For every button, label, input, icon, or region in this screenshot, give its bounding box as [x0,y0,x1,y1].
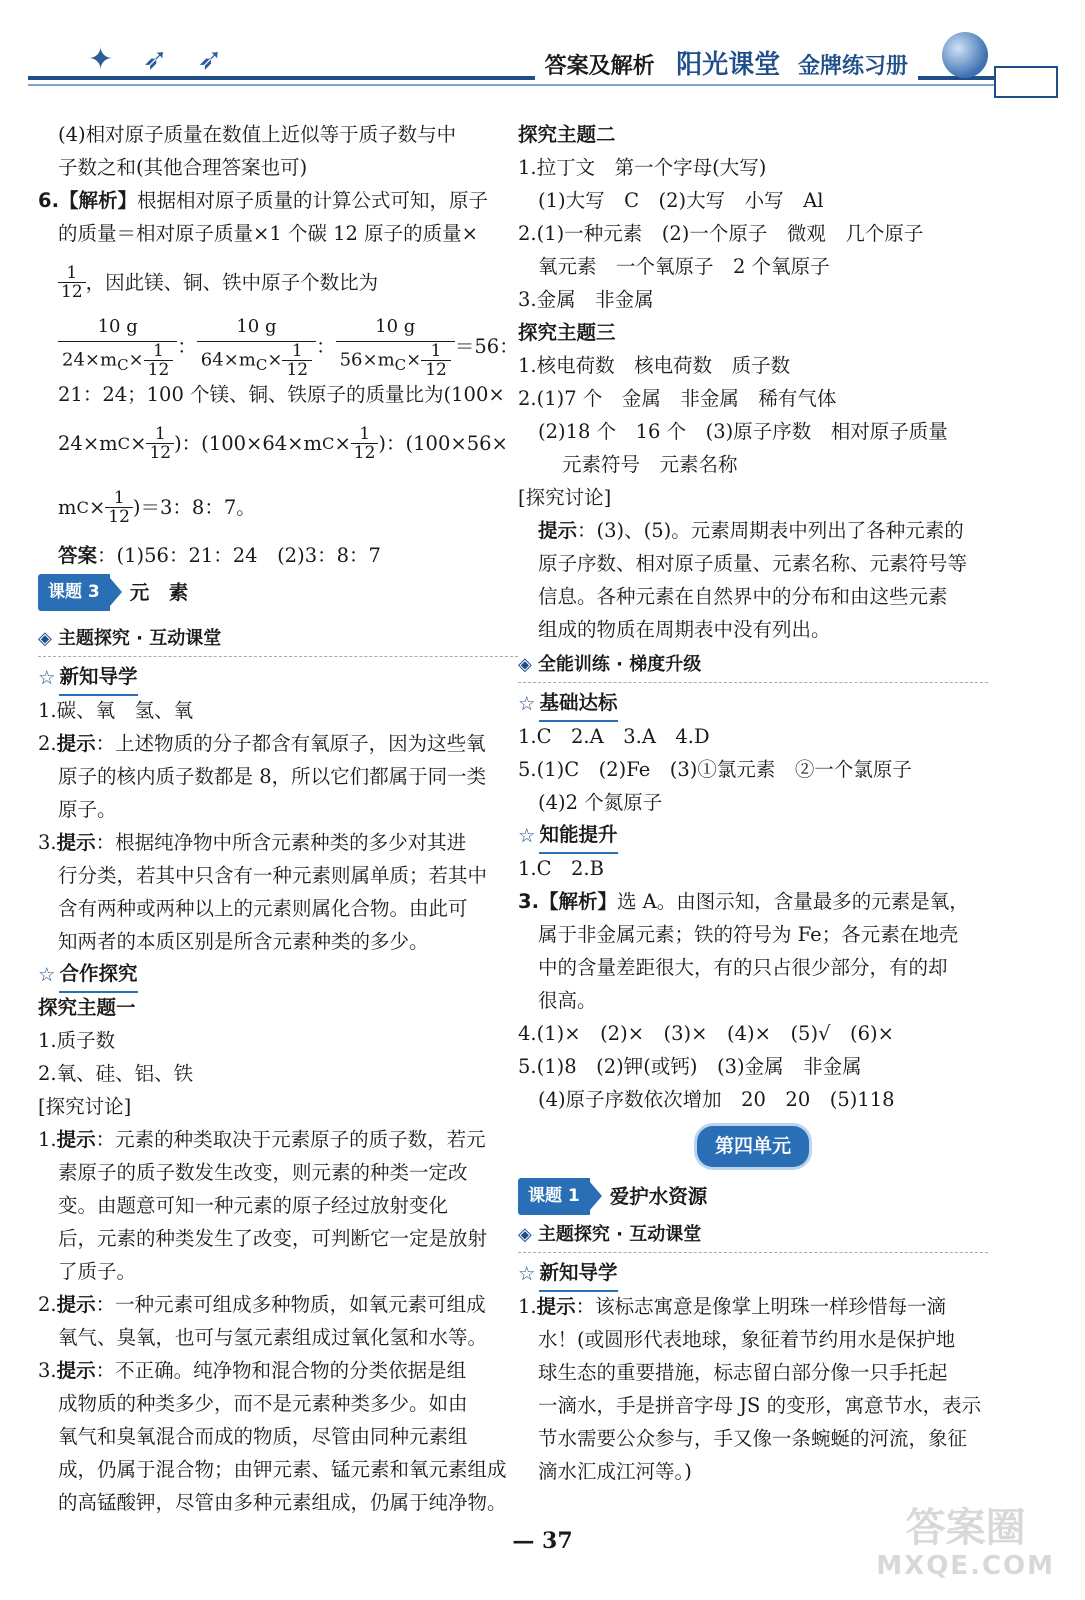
subsection-heading: ☆ 合作探究 [38,958,518,991]
text-line: 组成的物质在周期表中没有列出。 [538,618,831,641]
text-line: 根据相对原子质量的计算公式可知，原子 [136,189,488,212]
text-line: 球生态的重要措施，标志留白部分像一只手托起 [538,1361,948,1384]
text-line: 2.(1)一种元素 (2)一个原子 微观 几个原子 [518,222,924,245]
hint-label: 提示 [56,1293,96,1316]
subsection-heading: ☆ 新知导学 [38,661,518,694]
answer-label: 答案 [58,544,98,567]
text-line: 后，元素的种类发生了改变，可判断它一定是放射 [58,1227,488,1250]
text-line: 元素符号 元素名称 [562,453,738,476]
text-line: 2.氧、硅、铝、铁 [38,1062,194,1085]
text-line: 行分类，若其中只含有一种元素则属单质；若其中 [58,864,488,887]
lesson-1-heading [518,1176,988,1216]
text-line: 变。由题意可知一种元素的原子经过放射变化 [58,1194,449,1217]
text-line: 氧气、臭氧，也可与氢元素组成过氧化氢和水等。 [58,1326,488,1349]
star-icon: ☆ [38,666,56,689]
analysis-label: 6.【解析】 [38,189,137,212]
fraction-fe: 10 g $56\times m_C\times$ $\frac{1}{12}$ [336,313,455,379]
right-column: 探究主题二 1.拉丁文 第一个字母(大写) (1)大写 C (2)大写 小写 Al 2.(1)一种元素 (2)一个原子 微观 几个原子 氧元素 一个氧原子 2 个氧原子 3.金属 非金属 探究主题三 1.核电荷数 核电荷数 质子数 2.(1)7 个 金属 非金属 稀有气体 (2)18 个 16 个 (3)原子序数 相对原子质量 元素符号 元素名称 [探究讨论] 提示：(3)、(5)。元素周期表中列出了各种元素的 原子序数、相对原子质量、元素名称、元素符号等 信息。各种元素在自然界中的分布和由这些元素 组成的物质在周期表中没有列出。 ◈ 全能训练 · 梯度升级 ☆ 基础达标 1.C 2.A 3.A 4.D 5.(1)C (2)Fe (3)①氯元素 ②一个氯原子 (4)2 个氮原子 ☆ 知能提升 1.C 2.B 3.【解析】选 A。由图示知，含量最多的元素是氧， 属于非金属元素；铁的符号为 Fe；各元素在地壳 中的含量差距很大，有的只占很少部分，有的却 很高。 4.(1)× (2)× (3)× (4)× (5)√ (6)× 5.(1)8 (2)钾(或钙) (3)金属 非金属 (4)原子序数依次增加 20 20 (5)118 第四单元 课题 1 爱护水资源 ◈ 主题探究 · 互动课堂 ☆ 新知导学 1.提示：该标志寓意是像掌上明珠一样珍惜每一滴 水！(或圆形代表地球，象征着节约用水是保护地 球生态的重要措施，标志留白部分像一只手托起 一滴水，手是拼音字母 JS 的变形，寓意节水，表示 节水需要公众参与，手又像一条蜿蜒的河流，象征 滴水汇成江河等。) [518,118,988,1488]
page-header [28,40,1058,102]
lesson-3-heading [38,572,518,612]
header-rule-thin [28,84,1058,86]
section-heading: ◈ 主题探究 · 互动课堂 [518,1216,988,1253]
lesson-title: 爱护水资源 [609,1184,708,1208]
text-line: 节水需要公众参与，手又像一条蜿蜒的河流，象征 [538,1427,968,1450]
header-title [535,44,918,81]
text-line: 知两者的本质区别是所含元素种类的多少。 [58,930,429,953]
text-line: 1.核电荷数 核电荷数 质子数 [518,354,791,377]
watermark: 答案圈 MXQE.COM [876,1505,1055,1581]
text-line: 原子。 [58,798,117,821]
lesson-title: 元 素 [129,580,189,604]
lesson-tag: 课题 1 [518,1178,590,1215]
text-line: 氧元素 一个氧原子 2 个氧原子 [538,255,830,278]
text-line: 了质子。 [58,1260,137,1283]
topic-heading: 探究主题一 [38,996,136,1019]
arrow-icon [590,1182,602,1210]
star-icon: ☆ [518,1262,536,1285]
fraction: $\frac{1}{12}$ [58,264,86,301]
left-column: (4)相对原子质量在数值上近似等于质子数与中 子数之和(其他合理答案也可) 6.【解析】根据相对原子质量的计算公式可知，原子 的质量＝相对原子质量×1 个碳 12 原子的质量× $\frac{1}{12}$ ，因此镁、铜、铁中原子个数比为 10 g $24\times m_C\times$ $\frac{1}{12}$ ： 10 g $64\times m_C\times$ $\frac{1}{12}$ ： 10 g $56\times m_C\times$ $\frac{1}{12}$ ＝56： 21：24；100 个镁、铜、铁原子的质量比为(100× 24×m C × $\frac{1}{12}$ )：(100×64×m C × $\frac{1}{12}$ )：(100×56× m C × $\frac{1}{12}$ )＝3：8：7。 答案：(1)56：21：24 (2)3：8：7 课题 3 元 素 ◈ 主题探究 · 互动课堂 ☆ 新知导学 1.碳、氧 氢、氧 2.提示：上述物质的分子都含有氧原子，因为这些氧 原子的核内质子数都是 8，所以它们都属于同一类 原子。 3.提示：根据纯净物中所含元素种类的多少对其进 行分类，若其中只含有一种元素则属单质；若其中 含有两种或两种以上的元素则属化合物。由此可 知两者的本质区别是所含元素种类的多少。 ☆ 合作探究 探究主题一 1.质子数 2.氧、硅、铝、铁 [探究讨论] 1.提示：元素的种类取决于元素原子的质子数，若元 素原子的质子数发生改变，则元素的种类一定改 变。由题意可知一种元素的原子经过放射变化 后，元素的种类发生了改变，可判断它一定是放射 了质子。 2.提示：一种元素可组成多种物质，如氧元素可组成 氧气、臭氧，也可与氢元素组成过氧化氢和水等。 3.提示：不正确。纯净物和混合物的分类依据是组 成物质的种类多少，而不是元素种类多少。如由 氧气和臭氧混合而成的物质，尽管由同种元素组 成，仍属于混合物；由钾元素、锰元素和氧元素组成 的高锰酸钾，尽管由多种元素组成，仍属于纯净物。 [38,118,518,1519]
book-icon: ◈ [38,627,52,649]
header-brand1: 阳光课堂 [676,50,781,80]
text-line: 中的含量差距很大，有的只占很少部分，有的却 [538,956,948,979]
text-line: 5.(1)C (2)Fe (3)①氯元素 ②一个氯原子 [518,758,912,781]
hint-label: 提示 [56,1359,96,1382]
text-line: 1.C 2.A 3.A 4.D [518,725,710,748]
subsection-heading: ☆ 基础达标 [518,687,988,720]
text-line: 滴水汇成江河等。) [538,1460,692,1483]
text-line: 21：24；100 个镁、铜、铁原子的质量比为(100× [58,383,505,406]
answer-text: ：(1)56：21：24 (2)3：8：7 [97,544,381,567]
hint-label: 提示 [56,732,96,755]
text-line: 子数之和(其他合理答案也可) [58,156,308,179]
fraction-line [38,250,518,314]
lesson-tag: 课题 3 [38,574,110,611]
page-number: — 37 [512,1528,573,1554]
text-line: (4)相对原子质量在数值上近似等于质子数与中 [58,123,457,146]
mass-formula-2: m C × $\frac{1}{12}$ )＝3：8：7。 [58,487,256,527]
text-line: 的质量＝相对原子质量×1 个碳 12 原子的质量× [58,222,478,245]
text-line: 很高。 [538,989,597,1012]
star-icon: ☆ [518,692,536,715]
book-icon: ◈ [518,653,532,675]
header-brand2: 金牌练习册 [797,54,908,79]
text-line: 4.(1)× (2)× (3)× (4)× (5)√ (6)× [518,1022,894,1045]
header-tag: 答案及解析 [544,54,655,79]
fraction-cu: 10 g $64\times m_C\times$ $\frac{1}{12}$ [197,313,316,379]
text-line: (4)2 个氮原子 [538,791,663,814]
text-line: 5.(1)8 (2)钾(或钙) (3)金属 非金属 [518,1055,862,1078]
unit-title: 第四单元 [697,1126,809,1167]
ratio-formula: 10 g $24\times m_C\times$ $\frac{1}{12}$ ： 10 g $64\times m_C\times$ $\frac{1}{12}$ ： 10 g $56\times m_C\times$ $\frac{1}{12}$ ＝56： [38,314,518,378]
unit-banner [518,1116,988,1176]
topic-heading: 探究主题三 [518,321,616,344]
text-line: 含有两种或两种以上的元素则属化合物。由此可 [58,897,468,920]
text-line: 2.(1)7 个 金属 非金属 稀有气体 [518,387,837,410]
subsection-heading: ☆ 知能提升 [518,819,988,852]
text-line: 的高锰酸钾，尽管由多种元素组成，仍属于纯净物。 [58,1491,507,1514]
text-line: ，因此镁、铜、铁中原子个数比为 [85,270,379,294]
text-line: 1.拉丁文 第一个字母(大写) [518,156,767,179]
text-line: (1)大写 C (2)大写 小写 Al [538,189,824,212]
star-icon: ☆ [38,963,56,986]
hint-label: 提示 [538,519,578,542]
text-line: (4)原子序数依次增加 20 20 (5)118 [538,1088,895,1111]
mass-formula-1: 24×m C × $\frac{1}{12}$ )：(100×64×m C × $\frac{1}{12}$ )：(100×56× [58,423,508,463]
text-line: 1.碳、氧 氢、氧 [38,699,194,722]
hint-label: 提示 [536,1295,576,1318]
globe-icon [942,32,988,78]
text-line: 成物质的种类多少，而不是元素种类多少。如由 [58,1392,468,1415]
text-line: 信息。各种元素在自然界中的分布和由这些元素 [538,585,948,608]
birds-icon: ✦ ➶ ➶ [88,42,233,77]
topic-heading: 探究主题二 [518,123,616,146]
text-line: 成，仍属于混合物；由钾元素、锰元素和氧元素组成 [58,1458,507,1481]
text-line: 原子的核内质子数都是 8，所以它们都属于同一类 [58,765,487,788]
text-line: 属于非金属元素；铁的符号为 Fe；各元素在地壳 [538,923,959,946]
text-line: 3.金属 非金属 [518,288,654,311]
text-line: 原子序数、相对原子质量、元素名称、元素符号等 [538,552,968,575]
text-line: 素原子的质子数发生改变，则元素的种类一定改 [58,1161,468,1184]
hint-label: 提示 [56,831,96,854]
book-icon: ◈ [518,1223,532,1245]
text-line: 一滴水，手是拼音字母 JS 的变形，寓意节水，表示 [538,1394,982,1417]
text-line: 水！(或圆形代表地球，象征着节约用水是保护地 [538,1328,956,1351]
section-heading: ◈ 全能训练 · 梯度升级 [518,646,988,683]
hint-label: 提示 [56,1128,96,1151]
text-line: 1.C 2.B [518,857,604,880]
text-line: (2)18 个 16 个 (3)原子序数 相对原子质量 [538,420,948,443]
subsection-heading: ☆ 新知导学 [518,1257,988,1290]
discussion-heading: [探究讨论] [518,486,612,509]
star-icon: ☆ [518,824,536,847]
fraction-mg: 10 g $24\times m_C\times$ $\frac{1}{12}$ [58,313,177,379]
analysis-label: 3.【解析】 [518,890,617,913]
text-line: 氧气和臭氧混合而成的物质，尽管由同种元素组 [58,1425,468,1448]
text-line: 1.质子数 [38,1029,116,1052]
arrow-icon [110,578,122,606]
section-heading: ◈ 主题探究 · 互动课堂 [38,620,518,657]
header-deco-box [994,66,1058,98]
discussion-heading: [探究讨论] [38,1095,132,1118]
